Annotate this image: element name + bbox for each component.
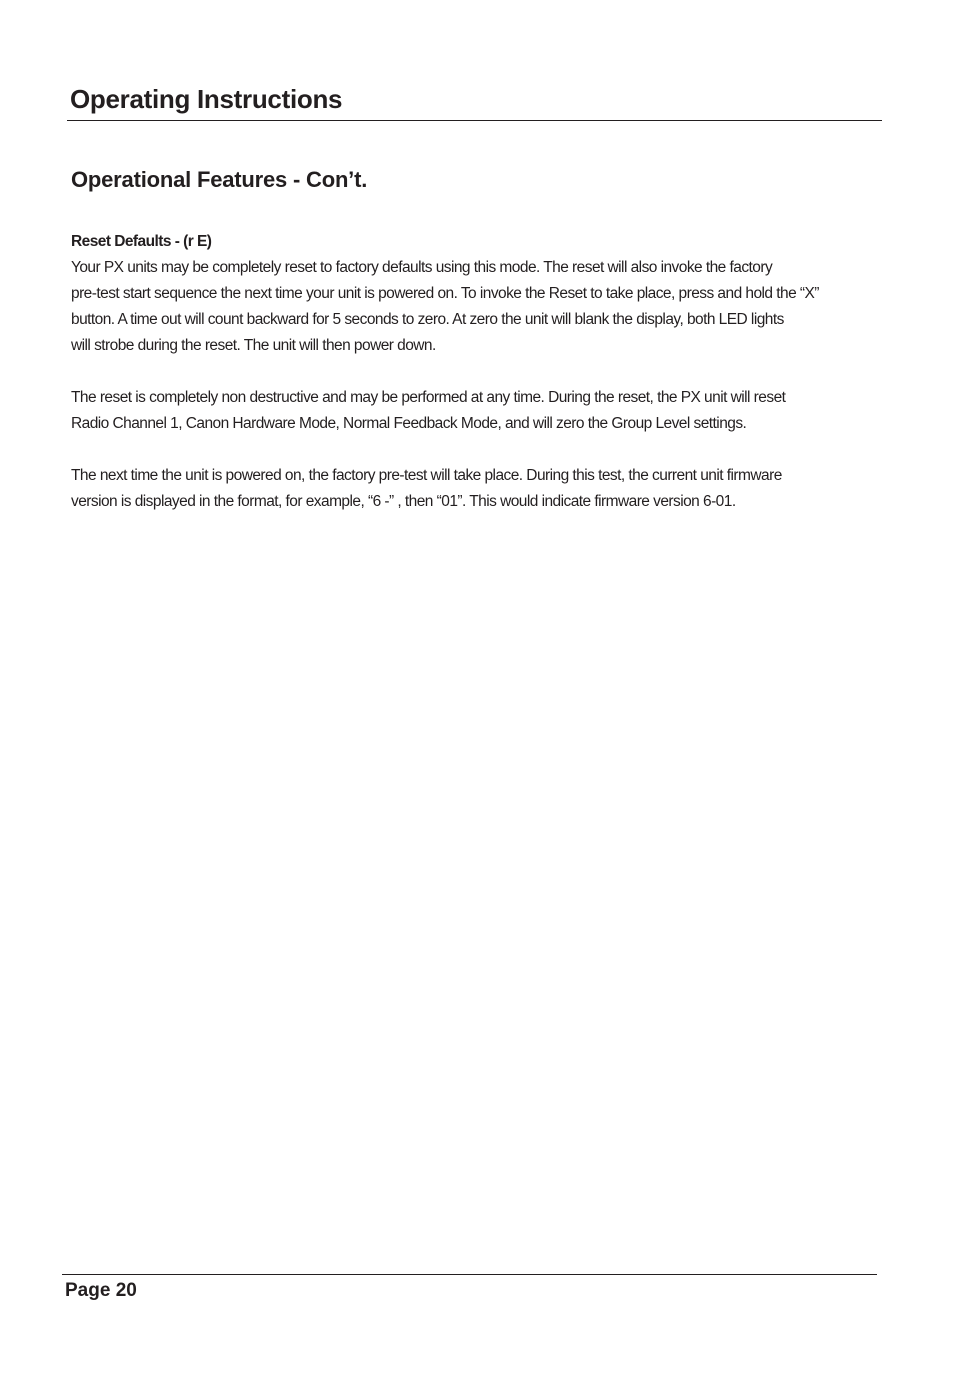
paragraph-firmware-version (71, 463, 881, 515)
content-body (71, 229, 881, 541)
page-header-title: Operating Instructions (70, 84, 343, 114)
header-divider (67, 120, 882, 121)
text-line: Your PX units may be completely reset to factory defaults using this mode. The reset will also invoke the factory (71, 259, 773, 276)
text-line: The next time the unit is powered on, the factory pre-test will take place. During this test, the current unit firmware (71, 467, 782, 484)
text-line: version is displayed in the format, for example, “6 -” , then “01”. This would indicate firmware version 6-01. (71, 493, 736, 510)
footer-divider (62, 1274, 877, 1275)
text-line: button. A time out will count backward for 5 seconds to zero. At zero the unit will blank the display, both LED lights (71, 311, 784, 328)
section-title: Operational Features - Con’t. (71, 167, 368, 192)
reset-defaults-heading: Reset Defaults - (r E) (71, 233, 212, 250)
text-line: Radio Channel 1, Canon Hardware Mode, Normal Feedback Mode, and will zero the Group Level settings. (71, 415, 747, 432)
text-line: will strobe during the reset. The unit will then power down. (71, 337, 436, 354)
text-line: The reset is completely non destructive and may be performed at any time. During the reset, the PX unit will reset (71, 389, 786, 406)
paragraph-reset-scope (71, 385, 881, 437)
page-number: Page 20 (65, 1280, 137, 1301)
paragraph-reset-description (71, 255, 881, 359)
text-line: pre-test start sequence the next time your unit is powered on. To invoke the Reset to take place, press and hold the “X” (71, 285, 819, 302)
